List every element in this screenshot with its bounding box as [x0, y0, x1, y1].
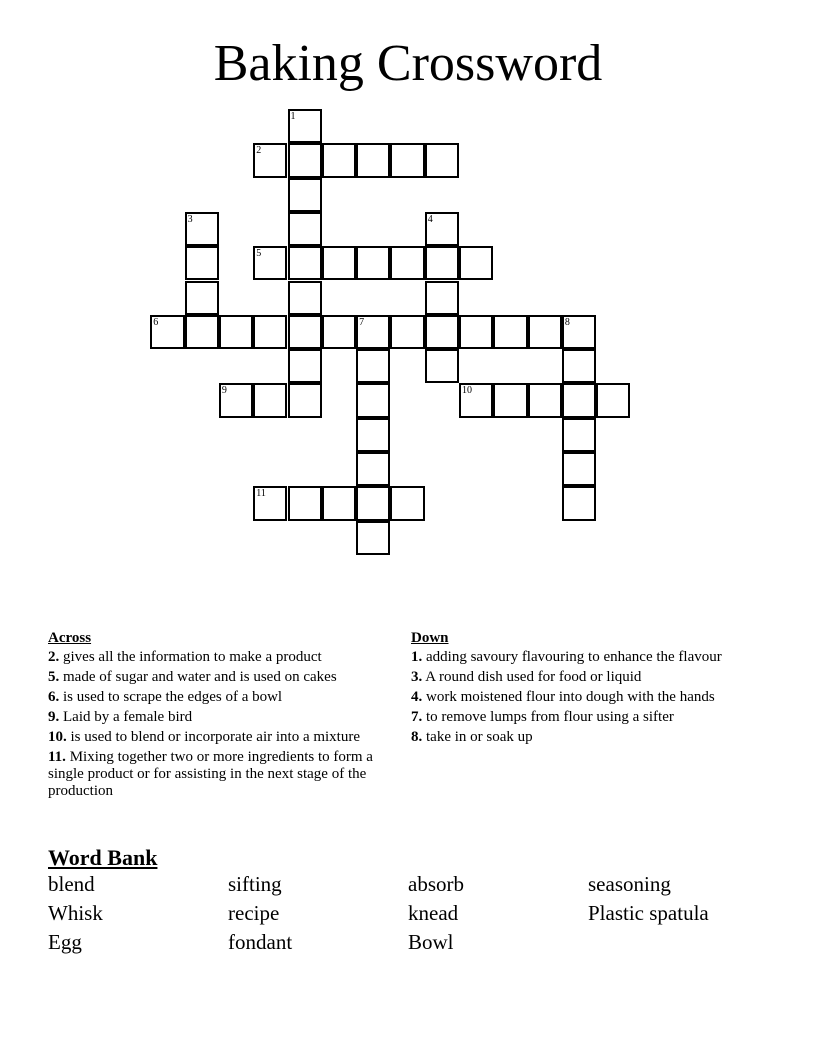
cell-number: 4 — [427, 213, 433, 225]
clue-number: 7. — [411, 709, 423, 725]
grid-cell[interactable] — [562, 349, 596, 383]
clue-number: 10. — [48, 729, 67, 745]
grid-cell[interactable] — [288, 486, 322, 520]
grid-cell[interactable] — [356, 383, 390, 417]
down-heading: Down — [411, 630, 449, 646]
grid-cell[interactable] — [322, 315, 356, 349]
clue-item — [48, 749, 388, 800]
grid-cell[interactable] — [185, 315, 219, 349]
clue-text: is used to blend or incorporate air into a mixture — [70, 729, 361, 745]
clue-text: A round dish used for food or liquid — [425, 669, 642, 685]
clue-item — [48, 709, 388, 726]
grid-cell[interactable] — [425, 143, 459, 177]
word-bank-word: knead — [408, 901, 459, 925]
word-bank-word: blend — [48, 872, 95, 896]
clue-text: work moistened flour into dough with the hands — [426, 689, 715, 705]
clue-item — [411, 669, 741, 686]
clue-text: Mixing together two or more ingredients to form a single product or for assisting in the next stage of the production — [48, 749, 373, 799]
grid-cell[interactable] — [322, 486, 356, 520]
clue-text: made of sugar and water and is used on cakes — [63, 669, 337, 685]
clue-text: take in or soak up — [426, 729, 533, 745]
word-bank-word: sifting — [228, 872, 282, 896]
grid-cell[interactable] — [596, 383, 630, 417]
grid-cell[interactable] — [253, 315, 287, 349]
clue-number: 1. — [411, 649, 423, 665]
clue-item — [411, 729, 741, 746]
grid-cell[interactable] — [288, 315, 322, 349]
grid-cell[interactable] — [185, 281, 219, 315]
grid-cell[interactable] — [253, 246, 287, 280]
clue-text: is used to scrape the edges of a bowl — [63, 689, 283, 705]
grid-cell[interactable] — [322, 143, 356, 177]
grid-cell[interactable] — [562, 418, 596, 452]
grid-cell[interactable] — [562, 452, 596, 486]
grid-cell[interactable] — [356, 315, 390, 349]
grid-cell[interactable] — [390, 143, 424, 177]
clue-item — [411, 649, 741, 666]
grid-cell[interactable] — [562, 486, 596, 520]
grid-cell[interactable] — [390, 315, 424, 349]
grid-cell[interactable] — [253, 143, 287, 177]
cell-number: 10 — [462, 385, 472, 397]
clue-item — [48, 649, 388, 666]
clue-text: gives all the information to make a product — [63, 649, 322, 665]
grid-cell[interactable] — [288, 281, 322, 315]
cell-number: 6 — [153, 316, 159, 328]
grid-cell[interactable] — [425, 212, 459, 246]
grid-cell[interactable] — [528, 315, 562, 349]
cell-number: 11 — [256, 488, 266, 500]
word-bank-word: fondant — [228, 930, 293, 954]
clue-text: to remove lumps from flour using a sifter — [426, 709, 674, 725]
down-clues — [411, 630, 741, 749]
grid-cell[interactable] — [493, 315, 527, 349]
grid-cell[interactable] — [219, 383, 253, 417]
grid-cell[interactable] — [390, 486, 424, 520]
word-bank-word: absorb — [408, 872, 464, 896]
grid-cell[interactable] — [288, 246, 322, 280]
grid-cell[interactable] — [288, 178, 322, 212]
clue-item — [48, 669, 388, 686]
cell-number: 1 — [290, 111, 296, 122]
clue-number: 11. — [48, 749, 66, 765]
grid-cell[interactable] — [356, 418, 390, 452]
clue-number: 8. — [411, 729, 423, 745]
grid-cell[interactable] — [150, 315, 184, 349]
grid-cell[interactable] — [322, 246, 356, 280]
grid-cell[interactable] — [356, 246, 390, 280]
word-bank-word: Whisk — [48, 901, 103, 925]
grid-cell[interactable] — [288, 212, 322, 246]
page-title: Baking Crossword — [213, 35, 603, 92]
cell-number: 8 — [564, 316, 570, 328]
clue-number: 6. — [48, 689, 60, 705]
across-heading: Across — [48, 630, 92, 646]
cell-number: 5 — [256, 248, 262, 260]
grid-cell[interactable] — [425, 349, 459, 383]
grid-cell[interactable] — [356, 452, 390, 486]
grid-cell[interactable] — [356, 486, 390, 520]
cell-number: 3 — [187, 213, 193, 225]
grid-cell[interactable] — [288, 143, 322, 177]
grid-cell[interactable] — [425, 246, 459, 280]
cell-number: 9 — [221, 385, 227, 397]
word-bank-word: seasoning — [588, 872, 671, 896]
clue-item — [411, 709, 741, 726]
word-bank-word: Egg — [48, 930, 82, 954]
clue-text: adding savoury flavouring to enhance the flavour — [426, 649, 722, 665]
grid-cell[interactable] — [356, 349, 390, 383]
word-bank-word: recipe — [228, 901, 280, 925]
grid-cell[interactable] — [288, 383, 322, 417]
across-clues — [48, 630, 388, 803]
grid-cell[interactable] — [288, 109, 322, 143]
clue-item — [411, 689, 741, 706]
clue-item — [48, 729, 388, 746]
clue-number: 3. — [411, 669, 423, 685]
clue-number: 2. — [48, 649, 60, 665]
word-bank-word: Bowl — [408, 930, 454, 954]
grid-cell[interactable] — [562, 383, 596, 417]
cell-number: 7 — [359, 316, 365, 328]
clue-number: 5. — [48, 669, 60, 685]
grid-cell[interactable] — [288, 349, 322, 383]
grid-cell[interactable] — [493, 383, 527, 417]
grid-cell[interactable] — [185, 212, 219, 246]
word-bank-heading: Word Bank — [48, 845, 158, 870]
clue-item — [48, 689, 388, 706]
grid-cell[interactable] — [219, 315, 253, 349]
grid-cell[interactable] — [528, 383, 562, 417]
grid-cell[interactable] — [425, 281, 459, 315]
clue-text: Laid by a female bird — [63, 709, 193, 725]
grid-cell[interactable] — [425, 315, 459, 349]
grid-cell[interactable] — [356, 143, 390, 177]
grid-cell[interactable] — [253, 486, 287, 520]
grid-cell[interactable] — [185, 246, 219, 280]
grid-cell[interactable] — [356, 521, 390, 555]
grid-cell[interactable] — [459, 315, 493, 349]
grid-cell[interactable] — [390, 246, 424, 280]
clue-number: 4. — [411, 689, 423, 705]
grid-cell[interactable] — [459, 246, 493, 280]
grid-cell[interactable] — [459, 383, 493, 417]
clue-number: 9. — [48, 709, 60, 725]
word-bank-word: Plastic spatula — [588, 901, 709, 925]
cell-number: 2 — [256, 145, 262, 157]
grid-cell[interactable] — [253, 383, 287, 417]
grid-cell[interactable] — [562, 315, 596, 349]
